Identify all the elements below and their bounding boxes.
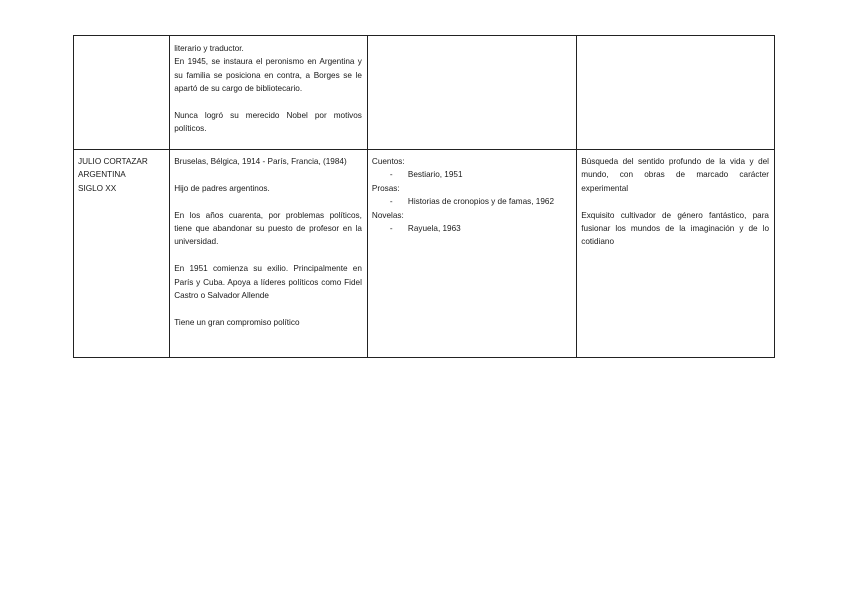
style-search: Búsqueda del sentido profundo de la vida y del mundo, con obras de marcado carácter experimental (581, 157, 769, 193)
list-dash: - (389, 170, 393, 180)
bio-line: literario y traductor. (174, 44, 244, 53)
cell-works-empty (367, 36, 576, 150)
bio-exile: En 1951 comienza su exilio. Principalmente en París y Cuba. Apoya a líderes políticos como Fidel Castro o Salvador Allende (174, 264, 362, 301)
author-table (73, 35, 775, 358)
bio-parents: Hijo de padres argentinos. (174, 183, 270, 193)
bio-commitment: Tiene un gran compromiso político (174, 317, 300, 327)
style-fantastic: Exquisito cultivador de género fantástico, para fusionar los mundos de la imaginación y de lo cotidiano (581, 210, 769, 247)
author-name: JULIO CORTAZAR (78, 157, 148, 166)
cell-style-cortazar (577, 150, 775, 358)
works-category-novelas: Novelas: (371, 210, 404, 220)
bio-paragraph-nobel: Nunca logró su merecido Nobel por motivos políticos. (174, 111, 362, 134)
table-row-borges-continued (74, 36, 775, 150)
works-item (372, 195, 571, 208)
cell-author-empty (74, 36, 170, 150)
work-title: Bestiario, 1951 (407, 170, 463, 180)
works-item (372, 168, 571, 181)
bio-paragraph-peronism: En 1945, se instaura el peronismo en Argentina y su familia se posiciona en contra, a Borges se le apartó de su cargo de bibliotecario. (174, 57, 362, 94)
author-century: SIGLO XX (78, 183, 117, 193)
bio-forties: En los años cuarenta, por problemas políticos, tiene que abandonar su puesto de profesor en la universidad. (174, 210, 362, 247)
works-category-prosas: Prosas: (371, 183, 400, 193)
cell-works-cortazar (367, 150, 576, 358)
cell-bio-borges (170, 36, 368, 150)
list-dash: - (389, 224, 393, 234)
author-country: ARGENTINA (78, 170, 126, 180)
work-title: Rayuela, 1963 (407, 224, 461, 234)
cell-bio-cortazar (170, 150, 368, 358)
cell-style-empty (577, 36, 775, 150)
list-dash: - (389, 197, 393, 207)
bio-origin: Bruselas, Bélgica, 1914 - París, Francia, (1984) (174, 157, 347, 166)
work-title: Historias de cronopios y de famas, 1962 (407, 197, 554, 207)
cell-author-cortazar (74, 150, 170, 358)
works-category-cuentos: Cuentos: (371, 157, 405, 166)
works-item (372, 222, 571, 235)
table-row-cortazar (74, 150, 775, 358)
